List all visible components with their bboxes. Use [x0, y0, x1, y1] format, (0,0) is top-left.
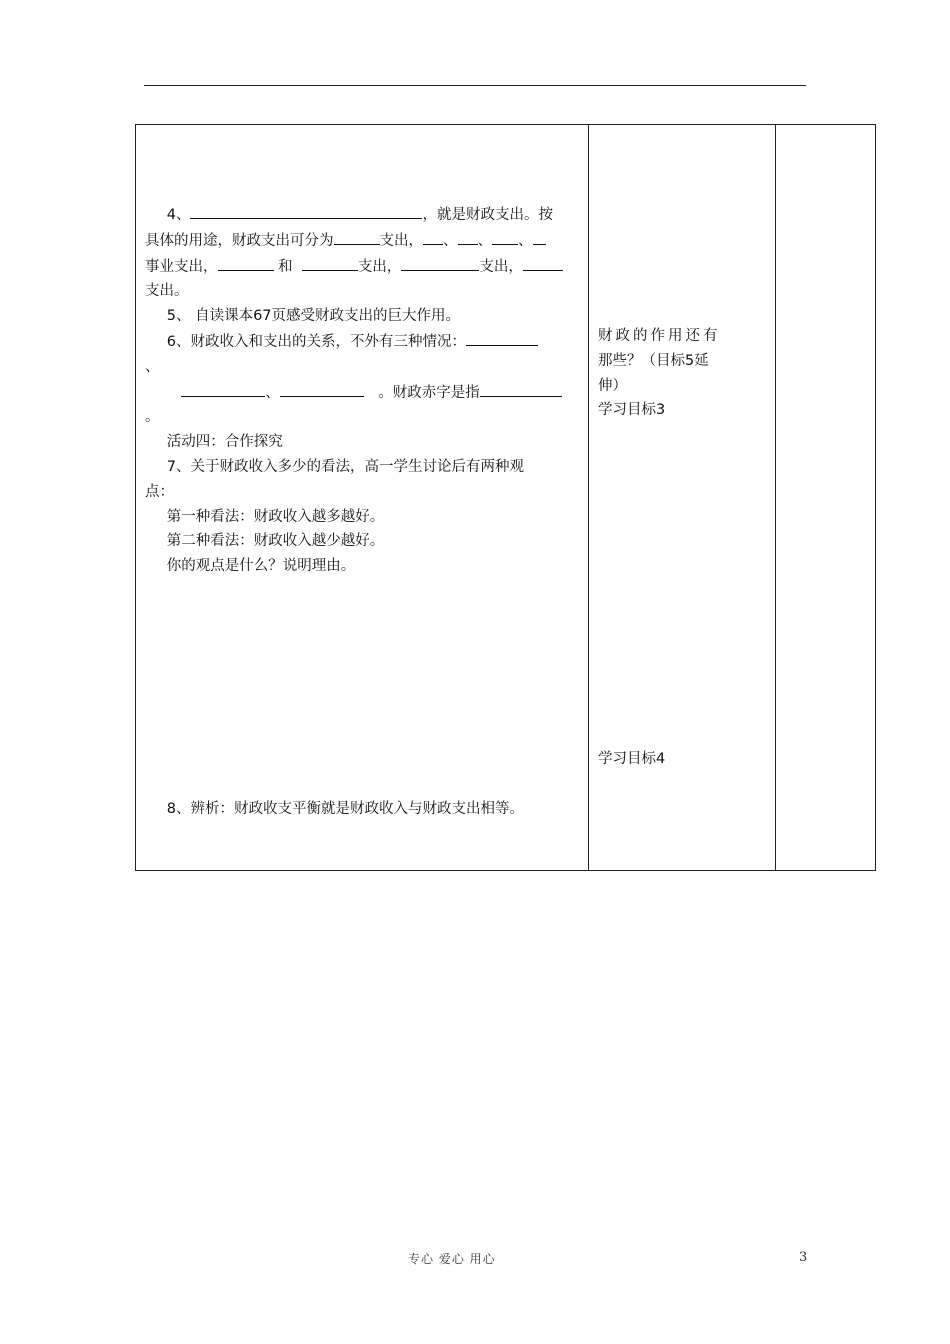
question-7-line1: 7、关于财政收入多少的看法，高一学生讨论后有两种观 [166, 458, 524, 475]
main-column [145, 202, 585, 579]
question-6-line1: 6、财政收入和支出的关系，不外有三种情况： [145, 329, 585, 355]
column-divider-1 [588, 125, 589, 870]
side-notes-upper [598, 324, 738, 423]
question-6-line3: 、 。财政赤字是指 [145, 380, 585, 406]
answer-blank[interactable] [181, 380, 265, 397]
answer-blank[interactable] [334, 228, 380, 245]
question-4-line2: 具体的用途，财政支出可分为 支出， 、 、 、 [145, 228, 585, 254]
answer-blank[interactable] [280, 380, 364, 397]
question-6-line2: 、 [145, 358, 160, 375]
side-note-line1: 财政的作用还有 [598, 328, 721, 344]
viewpoint-2: 第二种看法：财政收入越少越好。 [166, 533, 385, 550]
footer-slogan: 专心 爱心 用心 [408, 1252, 496, 1266]
column-divider-2 [775, 125, 776, 870]
page-number: 3 [799, 1250, 808, 1265]
question-8: 8、辨析：财政收支平衡就是财政收入与财政支出相等。 [166, 801, 524, 817]
question-6-line4: 。 [145, 409, 160, 426]
answer-blank[interactable] [523, 254, 563, 271]
answer-blank[interactable] [218, 254, 274, 271]
question-4-line4: 支出。 [145, 283, 189, 300]
answer-blank[interactable] [458, 228, 478, 245]
question-4-line1: 4、 ，就是财政支出。按 [145, 202, 585, 228]
viewpoint-1: 第一种看法：财政收入越多越好。 [166, 508, 385, 525]
side-notes-lower [598, 747, 738, 772]
learning-goal-4: 学习目标4 [598, 751, 666, 767]
question-5: 5、 自读课本67页感受财政支出的巨大作用。 [166, 308, 461, 325]
header-rule [144, 85, 806, 86]
side-note-line2: 那些？（目标5延 [598, 352, 709, 369]
activity-4-heading: 活动四：合作探究 [166, 434, 283, 451]
answer-blank[interactable] [466, 329, 538, 346]
answer-blank[interactable] [302, 254, 358, 271]
answer-blank[interactable] [423, 228, 443, 245]
question-8-block [145, 797, 585, 822]
answer-blank[interactable] [480, 380, 562, 397]
your-viewpoint-prompt: 你的观点是什么？说明理由。 [166, 558, 356, 575]
answer-blank[interactable] [533, 228, 546, 245]
answer-blank[interactable] [401, 254, 479, 271]
answer-blank[interactable] [492, 228, 518, 245]
side-note-line3: 伸） [598, 377, 627, 394]
answer-blank[interactable] [190, 202, 422, 219]
learning-goal-3: 学习目标3 [598, 402, 666, 419]
question-7-line2: 点： [145, 483, 174, 500]
question-4-line3: 事业支出， 和 支出， 支出， [145, 254, 585, 280]
